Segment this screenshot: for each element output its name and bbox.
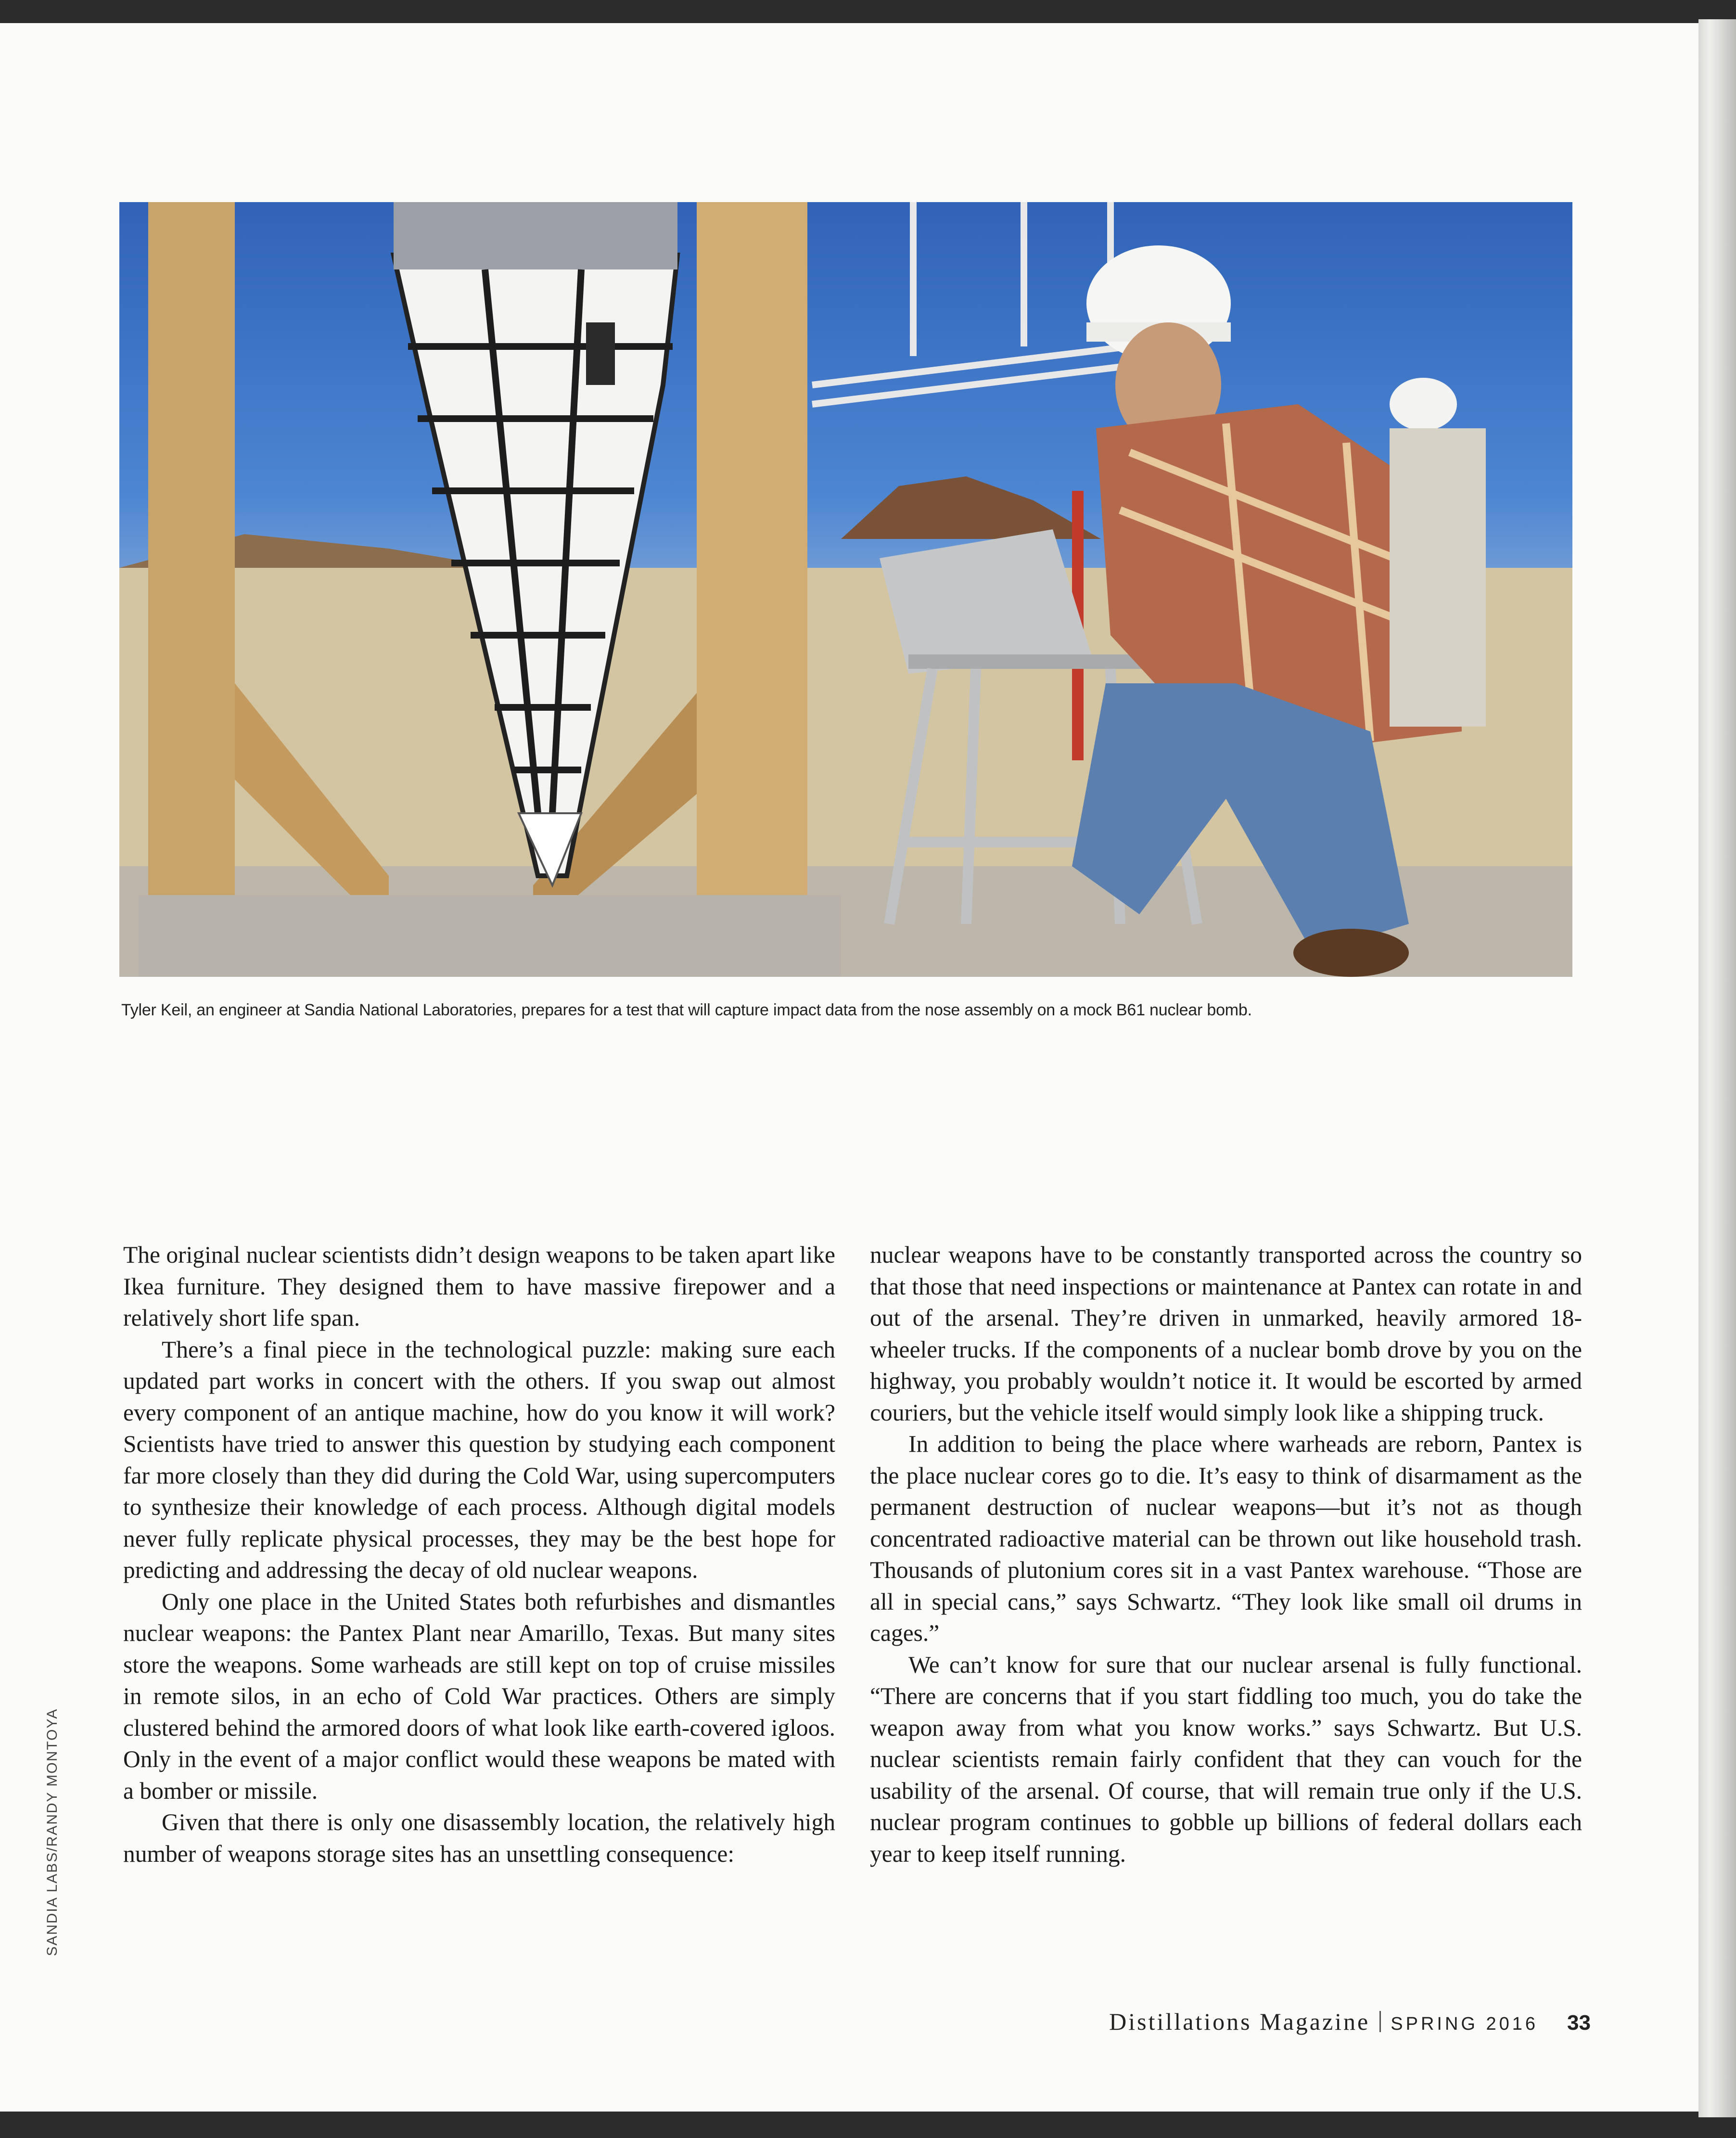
page-footer [1109, 2008, 1591, 2036]
photo-caption: Tyler Keil, an engineer at Sandia National Laboratories, prepares for a test that will capture impact data from the nose assembly on a mock B61 nuclear bomb. [121, 1001, 1252, 1019]
article-column-right [870, 1239, 1582, 1869]
photo-credit: SANDIA LABS/RANDY MONTOYA [44, 1708, 60, 1956]
paragraph: Given that there is only one disassembly location, the relatively high number of weapons storage sites has an unsettling consequence: [123, 1809, 835, 1867]
paragraph: Only one place in the United States both refurbishes and dismantles nuclear weapons: the Pantex Plant near Amarillo, Texas. But many sites store the weapons. Some warheads are still kept on top of cruise missiles in remote silos, in an echo of Cold War practices. Others are simply clustered behind the armored doors of what look like earth-covered igloos. Only in the event of a major conflict would these weapons be mated with a bomber or missile. [123, 1588, 835, 1804]
page-number: 33 [1567, 2011, 1591, 2035]
paragraph: In addition to being the place where warheads are reborn, Pantex is the place nuclear cores go to die. It’s easy to think of disarmament as the permanent destruction of nuclear weapons—but it’s not as though concentrated radioactive material can be thrown out like household trash. Thousands of plutonium cores sit in a vast Pantex warehouse. “Those are all in special cans,” says Schwartz. “They look like small oil drums in cages.” [870, 1431, 1582, 1646]
photo-illustration [119, 202, 1572, 977]
page-edge [1698, 19, 1736, 2117]
footer-divider [1379, 2011, 1381, 2032]
feature-photo [119, 202, 1572, 977]
paragraph: The original nuclear scientists didn’t design weapons to be taken apart like Ikea furniture. They designed them to have massive firepower and a relatively short life span. [123, 1242, 835, 1331]
issue-label: SPRING 2016 [1391, 2014, 1539, 2034]
paragraph: nuclear weapons have to be constantly transported across the country so that those that need inspections or maintenance at Pantex can rotate in and out of the arsenal. They’re driven in unmarked, heavily armored 18-wheeler trucks. If the components of a nuclear bomb drove by you on the highway, you probably wouldn’t notice it. It would be escorted by armed couriers, but the vehicle itself would simply look like a shipping truck. [870, 1242, 1582, 1426]
paragraph: There’s a final piece in the technological puzzle: making sure each updated part works in concert with the others. If you swap out almost every component of an antique machine, how do you know it will work? Scientists have tried to answer this question by studying each component far more closely than they did during the Cold War, using supercomputers to synthesize their knowledge of each process. Although digital models never fully replicate physical processes, they may be the best hope for predicting and addressing the decay of old nuclear weapons. [123, 1336, 835, 1583]
article-column-left [123, 1239, 835, 1869]
paragraph: We can’t know for sure that our nuclear arsenal is fully functional. “There are concerns that if you start fiddling too much, you do take the weapon away from what you know works.” says Schwartz. But U.S. nuclear scientists remain fairly confident that they can vouch for the usability of the arsenal. Of course, that will remain true only if the U.S. nuclear program continues to gobble up billions of federal dollars each year to keep itself running. [870, 1651, 1582, 1867]
magazine-name: Distillations Magazine [1109, 2008, 1370, 2035]
